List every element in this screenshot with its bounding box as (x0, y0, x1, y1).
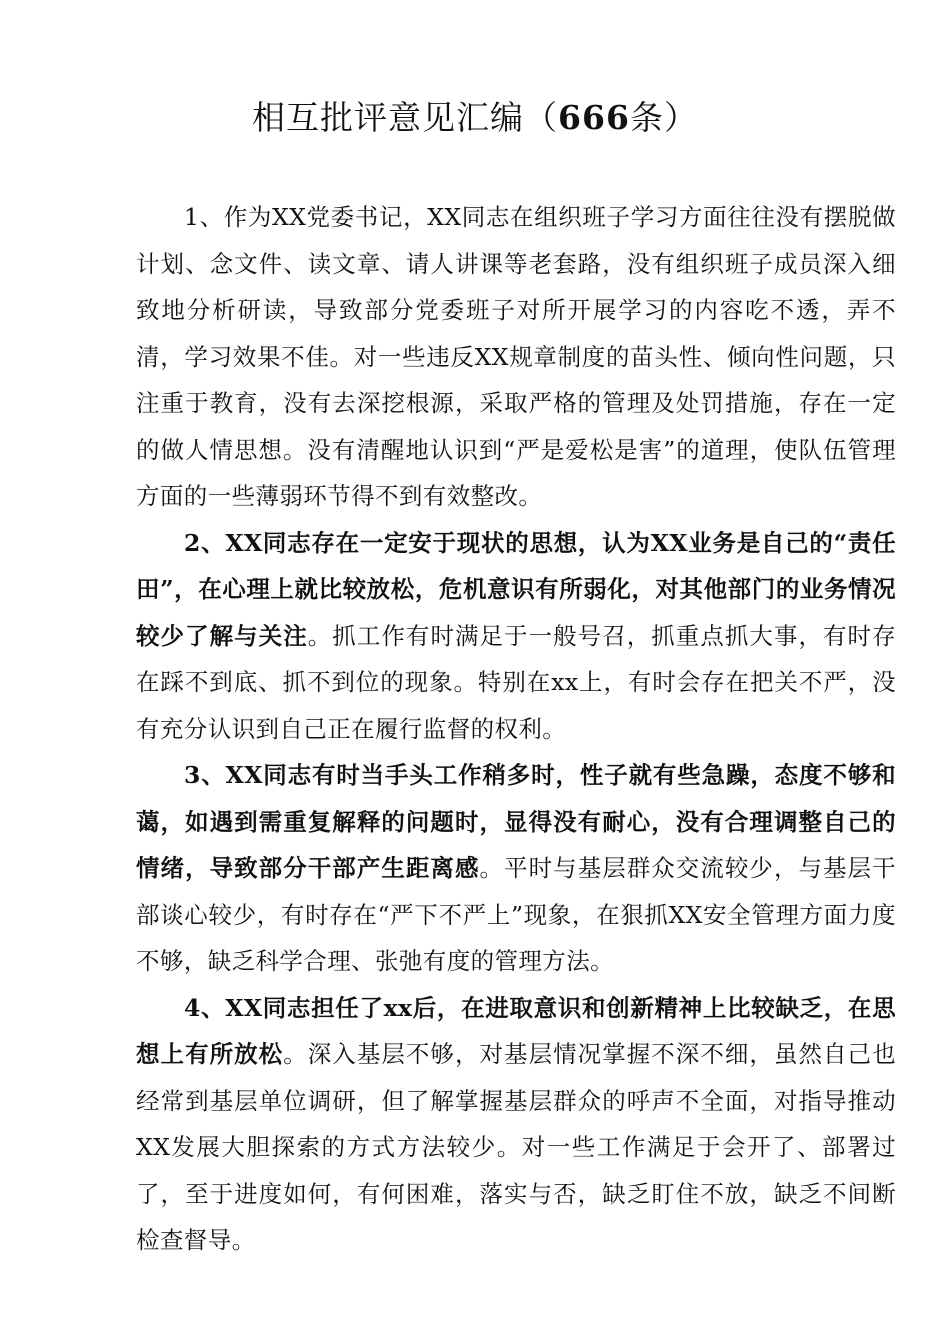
paragraph-1 (136, 194, 896, 520)
paragraph-2-lead: 2、XX同志存在一定安于现状的思想，认为XX业务是自己的“责任田”，在心理上就比较放松，危机意识有所弱化，对其他部门的业务情况较少了解与关注 (136, 528, 896, 650)
paragraph-2-text: 。抓工作有时满足于一般号召，抓重点抓大事，有时存在踩不到底、抓不到位的现象。特别在xx上，有时会存在把关不严，没有充分认识到自己正在履行监督的权利。 (136, 621, 896, 743)
paragraph-1-text: 1、作为XX党委书记，XX同志在组织班子学习方面往往没有摆脱做计划、念文件、读文章、请人讲课等老套路，没有组织班子成员深入细致地分析研读，导致部分党委班子对所开展学习的内容吃不透，弄不清，学习效果不佳。对一些违反XX规章制度的苗头性、倾向性问题，只注重于教育，没有去深挖根源，采取严格的管理及处罚措施，存在一定的做人情思想。没有清醒地认识到“严是爱松是害”的道理，使队伍管理方面的一些薄弱环节得不到有效整改。 (136, 203, 896, 510)
paragraph-3-text: 。平时与基层群众交流较少，与基层干部谈心较少，有时存在“严下不严上”现象，在狠抓XX安全管理方面力度不够，缺乏科学合理、张弛有度的管理方法。 (136, 854, 896, 975)
title-count: 666 (558, 98, 630, 137)
paragraph-4 (136, 985, 896, 1264)
paragraph-3 (136, 752, 896, 985)
document-body (136, 194, 896, 1264)
title-suffix: 条） (629, 98, 698, 137)
paragraph-3-lead: 3、XX同志有时当手头工作稍多时，性子就有些急躁，态度不够和蔼，如遇到需重复解释的问题时，显得没有耐心，没有合理调整自己的情绪，导致部分干部产生距离感 (136, 761, 896, 882)
paragraph-4-lead: 4、XX同志担任了xx后，在进取意识和创新精神上比较缺乏，在思想上有所放松 (136, 993, 896, 1068)
title-main: 相互批评意见汇编（ (252, 98, 559, 137)
paragraph-4-text: 。深入基层不够，对基层情况掌握不深不细，虽然自己也经常到基层单位调研，但了解掌握基层群众的呼声不全面，对指导推动XX发展大胆探索的方式方法较少。对一些工作满足于会开了、部署过了，至于进度如何，有何困难，落实与否，缺乏盯住不放，缺乏不间断检查督导。 (136, 1040, 896, 1254)
paragraph-2 (136, 520, 896, 753)
document-title (0, 92, 950, 144)
